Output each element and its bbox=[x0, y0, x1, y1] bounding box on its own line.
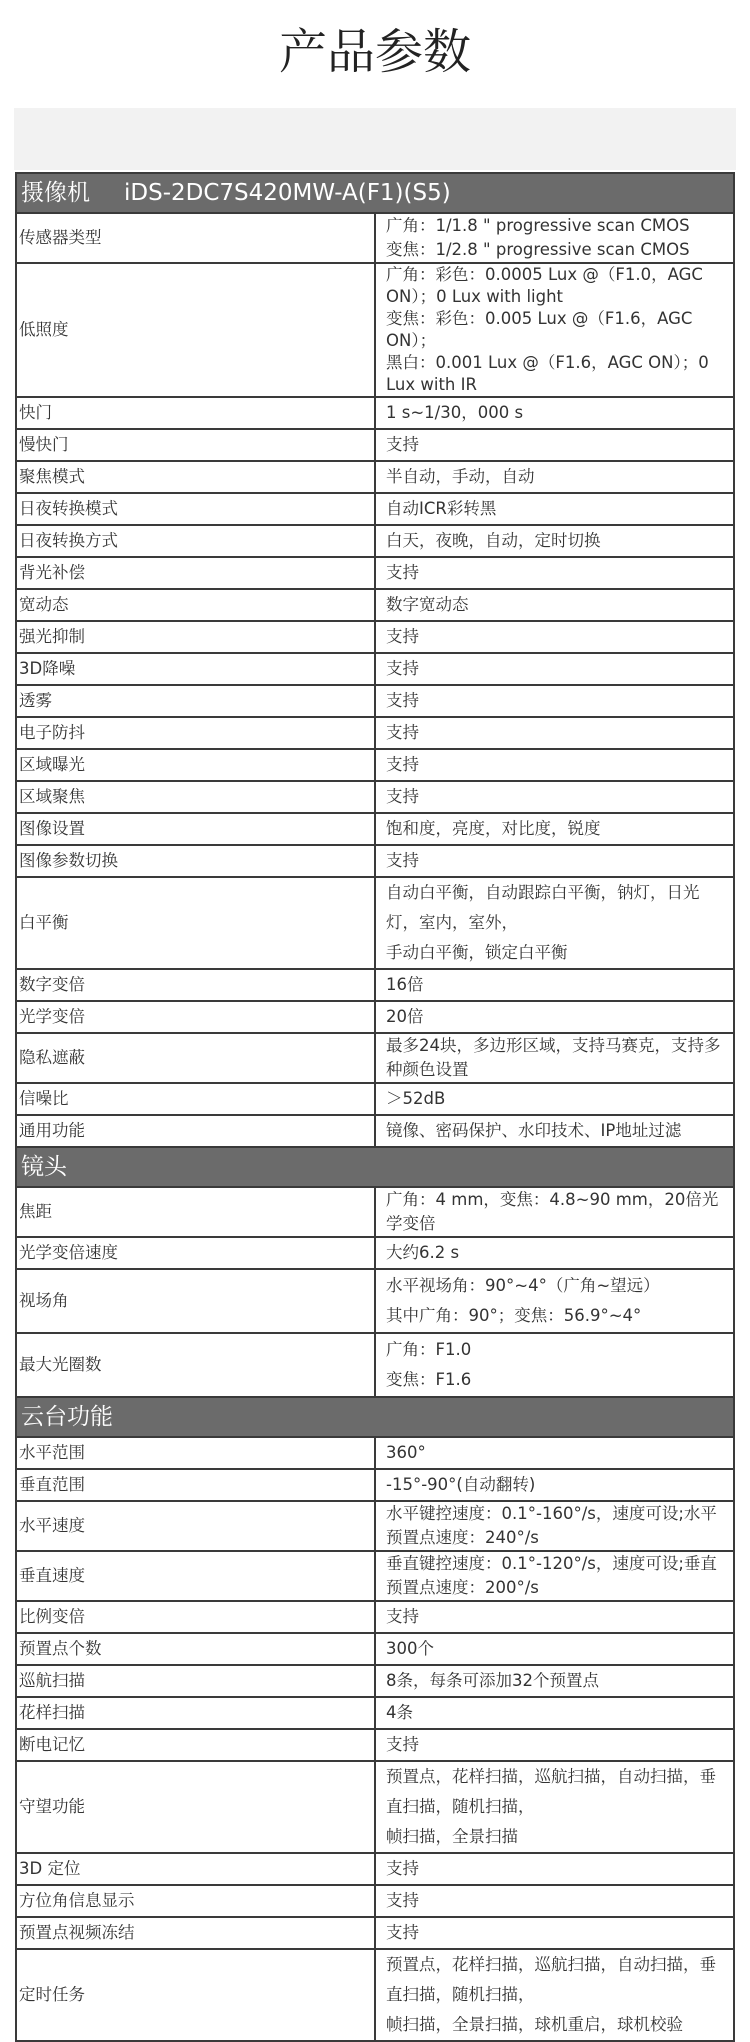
model-number: iDS-2DC7S420MW-A(F1)(S5) bbox=[124, 180, 451, 206]
spec-label: 强光抑制 bbox=[16, 621, 375, 653]
spec-value bbox=[375, 1083, 734, 1115]
spec-value bbox=[375, 1853, 734, 1885]
spec-value-line: 支持 bbox=[386, 851, 419, 870]
spec-value-line: 饱和度，亮度，对比度，锐度 bbox=[386, 819, 601, 838]
spec-value bbox=[375, 1551, 734, 1601]
spec-value bbox=[375, 1665, 734, 1697]
spec-row bbox=[16, 263, 734, 397]
spec-label: 光学变倍 bbox=[16, 1001, 375, 1033]
spec-row bbox=[16, 1269, 734, 1333]
spec-value-line: 最多24块，多边形区域，支持马赛克，支持多种颜色设置 bbox=[386, 1036, 721, 1079]
spec-row bbox=[16, 1601, 734, 1633]
spec-value-line: 预置点，花样扫描，巡航扫描，自动扫描，垂直扫描，随机扫描， bbox=[386, 1955, 716, 2004]
spec-value bbox=[375, 1001, 734, 1033]
spec-value-line: 自动白平衡，自动跟踪白平衡，钠灯，日光灯，室内，室外， bbox=[386, 883, 700, 932]
spec-value-line: 帧扫描，全景扫描 bbox=[386, 1827, 518, 1846]
spec-row bbox=[16, 1885, 734, 1917]
spec-value bbox=[375, 1501, 734, 1551]
spec-label: 快门 bbox=[16, 397, 375, 429]
spec-value bbox=[375, 1333, 734, 1397]
spec-label: 水平速度 bbox=[16, 1501, 375, 1551]
spec-row bbox=[16, 1665, 734, 1697]
spec-value bbox=[375, 749, 734, 781]
spec-value-line: 支持 bbox=[386, 1923, 419, 1942]
spec-value-line: -15°-90°(自动翻转) bbox=[386, 1475, 536, 1494]
spec-value bbox=[375, 1237, 734, 1269]
spec-label: 区域聚焦 bbox=[16, 781, 375, 813]
spec-row bbox=[16, 1333, 734, 1397]
spec-value-line: 黑白：0.001 Lux @（F1.6，AGC ON）；0 Lux with IR bbox=[386, 353, 709, 394]
spec-row bbox=[16, 1917, 734, 1949]
spec-label: 守望功能 bbox=[16, 1761, 375, 1853]
spec-value-line: 支持 bbox=[386, 1735, 419, 1754]
spec-label: 聚焦模式 bbox=[16, 461, 375, 493]
spec-value-line: 支持 bbox=[386, 1607, 419, 1626]
spec-label: 巡航扫描 bbox=[16, 1665, 375, 1697]
spec-value bbox=[375, 685, 734, 717]
spec-value bbox=[375, 1601, 734, 1633]
spec-row bbox=[16, 1237, 734, 1269]
spec-value-line: 支持 bbox=[386, 691, 419, 710]
spec-row bbox=[16, 1729, 734, 1761]
spec-row bbox=[16, 621, 734, 653]
spec-value bbox=[375, 845, 734, 877]
spec-row bbox=[16, 525, 734, 557]
spec-value-line: 变焦：彩色：0.005 Lux @（F1.6，AGC ON）； bbox=[386, 309, 693, 350]
spec-value bbox=[375, 1633, 734, 1665]
spec-label: 通用功能 bbox=[16, 1115, 375, 1147]
spec-value bbox=[375, 461, 734, 493]
spec-row bbox=[16, 1949, 734, 2041]
spec-value bbox=[375, 1115, 734, 1147]
spec-value-line: 支持 bbox=[386, 723, 419, 742]
spec-label: 区域曝光 bbox=[16, 749, 375, 781]
spec-value-line: 广角：4 mm，变焦：4.8~90 mm，20倍光学变倍 bbox=[386, 1190, 719, 1233]
spec-label: 焦距 bbox=[16, 1187, 375, 1237]
spec-label: 传感器类型 bbox=[16, 213, 375, 263]
spec-value-line: 变焦：1/2.8 " progressive scan CMOS bbox=[386, 240, 690, 259]
spec-label: 光学变倍速度 bbox=[16, 1237, 375, 1269]
spec-row bbox=[16, 1501, 734, 1551]
spec-row bbox=[16, 1187, 734, 1237]
spec-row bbox=[16, 1001, 734, 1033]
spec-row bbox=[16, 781, 734, 813]
spec-value bbox=[375, 1917, 734, 1949]
spec-label: 隐私遮蔽 bbox=[16, 1033, 375, 1083]
spec-row bbox=[16, 589, 734, 621]
spec-value-line: 自动ICR彩转黑 bbox=[386, 499, 497, 518]
spec-row bbox=[16, 685, 734, 717]
spec-value bbox=[375, 1187, 734, 1237]
spec-value bbox=[375, 1761, 734, 1853]
spec-row bbox=[16, 1115, 734, 1147]
spec-value-line: 数字宽动态 bbox=[386, 595, 469, 614]
spec-value bbox=[375, 1697, 734, 1729]
spec-table bbox=[15, 172, 735, 2042]
spec-label: 图像参数切换 bbox=[16, 845, 375, 877]
spec-row bbox=[16, 877, 734, 969]
spec-row bbox=[16, 1853, 734, 1885]
spec-row bbox=[16, 717, 734, 749]
spec-value bbox=[375, 1729, 734, 1761]
spec-label: 水平范围 bbox=[16, 1437, 375, 1469]
spec-value bbox=[375, 429, 734, 461]
spec-value-line: 水平视场角：90°~4°（广角~望远） bbox=[386, 1276, 660, 1295]
spec-value bbox=[375, 781, 734, 813]
spec-row bbox=[16, 1083, 734, 1115]
spec-label: 预置点个数 bbox=[16, 1633, 375, 1665]
spec-label: 比例变倍 bbox=[16, 1601, 375, 1633]
spec-row bbox=[16, 1761, 734, 1853]
spec-value-line: 支持 bbox=[386, 435, 419, 454]
spec-row bbox=[16, 1469, 734, 1501]
spec-row bbox=[16, 845, 734, 877]
spec-label: 花样扫描 bbox=[16, 1697, 375, 1729]
spec-value bbox=[375, 493, 734, 525]
spec-row bbox=[16, 461, 734, 493]
spec-value-line: 支持 bbox=[386, 787, 419, 806]
spec-value bbox=[375, 1949, 734, 2041]
spec-row bbox=[16, 493, 734, 525]
spec-value bbox=[375, 621, 734, 653]
spec-row bbox=[16, 429, 734, 461]
spec-label: 数字变倍 bbox=[16, 969, 375, 1001]
spec-label: 图像设置 bbox=[16, 813, 375, 845]
spec-row bbox=[16, 653, 734, 685]
spec-label: 日夜转换方式 bbox=[16, 525, 375, 557]
spec-row bbox=[16, 969, 734, 1001]
spec-label: 慢快门 bbox=[16, 429, 375, 461]
spec-value-line: 其中广角：90°；变焦：56.9°~4° bbox=[386, 1306, 642, 1325]
spec-value bbox=[375, 653, 734, 685]
spec-label: 方位角信息显示 bbox=[16, 1885, 375, 1917]
spec-label: 3D降噪 bbox=[16, 653, 375, 685]
spec-row bbox=[16, 1437, 734, 1469]
spec-value-line: 垂直键控速度：0.1°-120°/s，速度可设;垂直预置点速度：200°/s bbox=[386, 1554, 717, 1597]
spec-row bbox=[16, 397, 734, 429]
section-header-camera bbox=[16, 173, 734, 213]
spec-value bbox=[375, 1437, 734, 1469]
spec-value bbox=[375, 397, 734, 429]
spec-row bbox=[16, 213, 734, 263]
spec-label: 白平衡 bbox=[16, 877, 375, 969]
section-title: 摄像机 bbox=[21, 180, 90, 206]
spec-label: 垂直速度 bbox=[16, 1551, 375, 1601]
spec-row bbox=[16, 1033, 734, 1083]
spec-value-line: ＞52dB bbox=[386, 1089, 446, 1108]
spec-label: 垂直范围 bbox=[16, 1469, 375, 1501]
spec-value-line: 支持 bbox=[386, 659, 419, 678]
spec-label: 定时任务 bbox=[16, 1949, 375, 2041]
spec-value-line: 镜像、密码保护、水印技术、IP地址过滤 bbox=[386, 1121, 682, 1140]
spec-value bbox=[375, 969, 734, 1001]
spec-value-line: 16倍 bbox=[386, 975, 424, 994]
spec-value bbox=[375, 717, 734, 749]
spec-value-line: 支持 bbox=[386, 1859, 419, 1878]
spec-row bbox=[16, 557, 734, 589]
spec-label: 预置点视频冻结 bbox=[16, 1917, 375, 1949]
spec-value-line: 支持 bbox=[386, 563, 419, 582]
spec-row bbox=[16, 813, 734, 845]
spec-row bbox=[16, 1551, 734, 1601]
spec-value-line: 1 s~1/30，000 s bbox=[386, 403, 524, 422]
spec-label: 透雾 bbox=[16, 685, 375, 717]
spec-value-line: 白天，夜晚，自动，定时切换 bbox=[386, 531, 601, 550]
spec-label: 视场角 bbox=[16, 1269, 375, 1333]
spec-row bbox=[16, 749, 734, 781]
spec-row bbox=[16, 1633, 734, 1665]
spec-value-line: 支持 bbox=[386, 627, 419, 646]
spec-value bbox=[375, 263, 734, 397]
banner-placeholder bbox=[14, 108, 736, 170]
spec-value bbox=[375, 557, 734, 589]
spec-label: 宽动态 bbox=[16, 589, 375, 621]
spec-value-line: 大约6.2 s bbox=[386, 1243, 460, 1262]
spec-label: 电子防抖 bbox=[16, 717, 375, 749]
spec-value-line: 4条 bbox=[386, 1703, 413, 1722]
spec-value bbox=[375, 1269, 734, 1333]
spec-value-line: 手动白平衡，锁定白平衡 bbox=[386, 943, 568, 962]
spec-value-line: 水平键控速度：0.1°-160°/s，速度可设;水平预置点速度：240°/s bbox=[386, 1504, 717, 1547]
spec-value bbox=[375, 1469, 734, 1501]
spec-value bbox=[375, 525, 734, 557]
section-title: 镜头 bbox=[21, 1154, 67, 1180]
section-title: 云台功能 bbox=[21, 1404, 113, 1430]
spec-label: 背光补偿 bbox=[16, 557, 375, 589]
section-header-ptz bbox=[16, 1397, 734, 1437]
spec-value bbox=[375, 813, 734, 845]
spec-value-line: 广角：彩色：0.0005 Lux @（F1.0，AGC ON）；0 Lux with light bbox=[386, 265, 703, 306]
spec-value bbox=[375, 589, 734, 621]
spec-value-line: 支持 bbox=[386, 755, 419, 774]
spec-value bbox=[375, 877, 734, 969]
spec-value-line: 20倍 bbox=[386, 1007, 424, 1026]
spec-value-line: 广角：1/1.8 " progressive scan CMOS bbox=[386, 216, 690, 235]
spec-value bbox=[375, 213, 734, 263]
spec-value-line: 变焦：F1.6 bbox=[386, 1370, 472, 1389]
spec-value-line: 支持 bbox=[386, 1891, 419, 1910]
spec-label: 最大光圈数 bbox=[16, 1333, 375, 1397]
spec-value-line: 广角：F1.0 bbox=[386, 1340, 472, 1359]
spec-label: 断电记忆 bbox=[16, 1729, 375, 1761]
spec-value-line: 预置点，花样扫描，巡航扫描，自动扫描，垂直扫描，随机扫描， bbox=[386, 1767, 716, 1816]
spec-label: 3D 定位 bbox=[16, 1853, 375, 1885]
spec-row bbox=[16, 1697, 734, 1729]
spec-value bbox=[375, 1885, 734, 1917]
spec-label: 低照度 bbox=[16, 263, 375, 397]
spec-label: 信噪比 bbox=[16, 1083, 375, 1115]
spec-label: 日夜转换模式 bbox=[16, 493, 375, 525]
spec-value-line: 半自动，手动，自动 bbox=[386, 467, 535, 486]
section-header-lens bbox=[16, 1147, 734, 1187]
spec-value-line: 360° bbox=[386, 1443, 426, 1462]
spec-value-line: 300个 bbox=[386, 1639, 434, 1658]
spec-value bbox=[375, 1033, 734, 1083]
spec-value-line: 帧扫描，全景扫描，球机重启，球机校验 bbox=[386, 2015, 683, 2034]
spec-value-line: 8条，每条可添加32个预置点 bbox=[386, 1671, 599, 1690]
page-title: 产品参数 bbox=[278, 24, 471, 80]
